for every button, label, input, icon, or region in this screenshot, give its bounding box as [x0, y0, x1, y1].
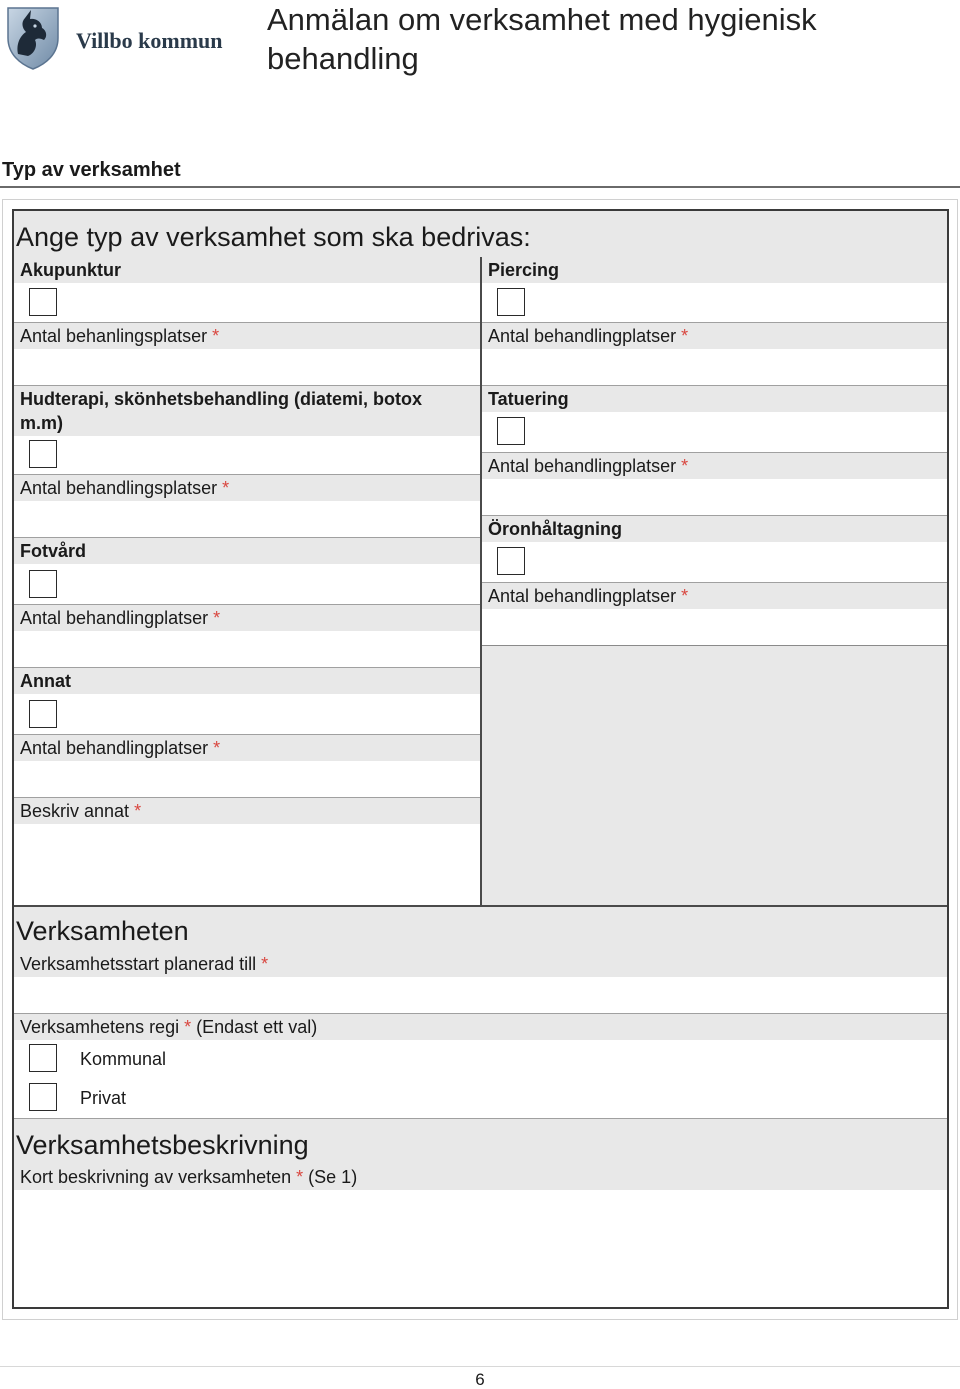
required-mark: *: [184, 1017, 192, 1037]
required-mark: *: [296, 1167, 304, 1187]
piercing-count-label: [482, 323, 947, 349]
required-mark: *: [213, 608, 221, 628]
section-divider: [0, 186, 960, 188]
type-heading: Ange typ av verksamhet som ska bedrivas:: [16, 222, 531, 252]
hudterapi-count-input[interactable]: [14, 501, 480, 537]
required-mark: *: [681, 586, 689, 606]
required-mark: *: [681, 456, 689, 476]
annat-describe-input[interactable]: [14, 824, 480, 905]
fotvard-checkbox[interactable]: [29, 570, 57, 598]
empty-cell: [482, 646, 947, 905]
fotvard-count-text: Antal behandlingplatser: [20, 608, 209, 628]
beskrivning-input[interactable]: [14, 1190, 947, 1307]
required-mark: *: [134, 801, 142, 821]
tatuering-count-input[interactable]: [482, 479, 947, 515]
oronhaltagning-count-label: [482, 583, 947, 609]
akupunktur-checkbox[interactable]: [29, 288, 57, 316]
beskrivning-heading: Verksamhetsbeskrivning: [16, 1130, 309, 1160]
footer-divider: [0, 1366, 960, 1367]
oronhaltagning-label: Öronhåltagning: [482, 516, 947, 542]
piercing-count-input[interactable]: [482, 349, 947, 385]
annat-describe-label: [14, 798, 480, 824]
privat-option-label: Privat: [80, 1088, 127, 1108]
regi-label: [14, 1014, 947, 1040]
fotvard-count-label: [14, 605, 480, 631]
verksamheten-heading: Verksamheten: [16, 916, 189, 946]
start-date-input[interactable]: [14, 977, 947, 1013]
annat-label: Annat: [14, 668, 480, 694]
annat-count-label: [14, 735, 480, 761]
annat-count-input[interactable]: [14, 761, 480, 797]
required-mark: *: [222, 478, 230, 498]
hudterapi-count-text: Antal behandlingsplatser: [20, 478, 218, 498]
start-date-label: [20, 952, 268, 976]
annat-checkbox[interactable]: [29, 700, 57, 728]
beskrivning-label: [20, 1165, 357, 1189]
akupunktur-count-text: Antal behanlingsplatser: [20, 326, 208, 346]
required-mark: *: [213, 738, 221, 758]
annat-count-text: Antal behandlingplatser: [20, 738, 209, 758]
oronhaltagning-count-text: Antal behandlingplatser: [488, 586, 677, 606]
oronhaltagning-count-input[interactable]: [482, 609, 947, 645]
required-mark: *: [681, 326, 689, 346]
document-title: Anmälan om verksamhet med hygienisk behandling: [267, 2, 817, 76]
section-title: Typ av verksamhet: [2, 159, 181, 181]
application-form: [12, 209, 949, 1309]
akupunktur-count-label: [14, 323, 480, 349]
oronhaltagning-checkbox[interactable]: [497, 547, 525, 575]
privat-checkbox[interactable]: [29, 1083, 57, 1111]
hudterapi-count-label: [14, 475, 480, 501]
beskrivning-note: (Se 1): [308, 1167, 358, 1187]
start-date-text: Verksamhetsstart planerad till: [20, 954, 257, 974]
piercing-label: Piercing: [482, 257, 947, 283]
unicorn-shield-icon: [4, 4, 64, 70]
municipality-logo: [4, 4, 244, 74]
page-number: 6: [475, 1370, 485, 1389]
akupunktur-label: Akupunktur: [14, 257, 480, 283]
akupunktur-count-input[interactable]: [14, 349, 480, 385]
tatuering-checkbox[interactable]: [497, 417, 525, 445]
tatuering-count-label: [482, 453, 947, 479]
piercing-checkbox[interactable]: [497, 288, 525, 316]
fotvard-count-input[interactable]: [14, 631, 480, 667]
kommunal-option-label: Kommunal: [80, 1049, 167, 1069]
required-mark: *: [261, 954, 269, 974]
piercing-count-text: Antal behandlingplatser: [488, 326, 677, 346]
hudterapi-checkbox[interactable]: [29, 440, 57, 468]
regi-text: Verksamhetens regi: [20, 1017, 180, 1037]
regi-note: (Endast ett val): [196, 1017, 318, 1037]
hudterapi-label: Hudterapi, skönhetsbehandling (diatemi, botox m.m): [14, 386, 480, 436]
annat-describe-text: Beskriv annat: [20, 801, 130, 821]
fotvard-label: Fotvård: [14, 538, 480, 564]
kommunal-checkbox[interactable]: [29, 1044, 57, 1072]
required-mark: *: [212, 326, 220, 346]
beskrivning-text: Kort beskrivning av verksamheten: [20, 1167, 292, 1187]
tatuering-label: Tatuering: [482, 386, 947, 412]
tatuering-count-text: Antal behandlingplatser: [488, 456, 677, 476]
logo-text: Villbo kommun: [76, 28, 223, 53]
